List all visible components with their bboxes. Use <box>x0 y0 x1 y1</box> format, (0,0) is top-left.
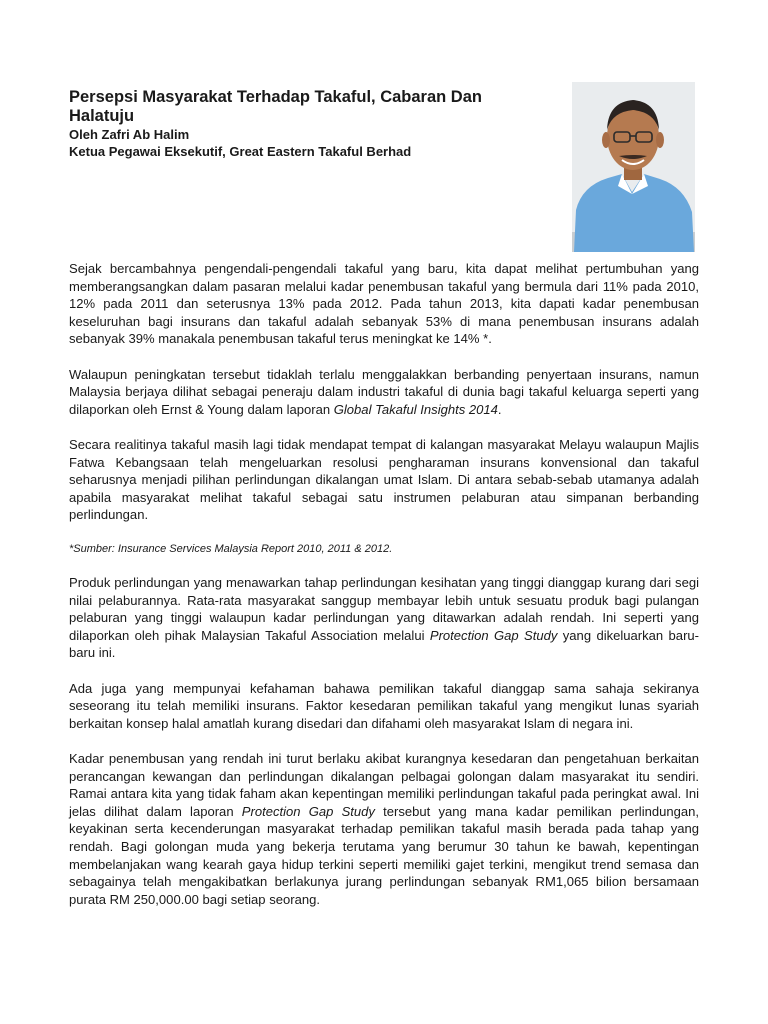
paragraph-3: Secara realitinya takaful masih lagi tidak mendapat tempat di kalangan masyarakat Melayu walaupun Majlis Fatwa Kebangsaan telah mengeluarkan resolusi pengharaman insurans konvensional dan takaful seharusnya menjadi pilihan perlindungan dikalangan umat Islam. Di antara sebab-sebab utamanya adalah apabila masyarakat melihat takaful sebagai satu instrumen pelaburan atau simpanan berbanding perlindungan. <box>69 436 699 523</box>
paragraph-5: Ada juga yang mempunyai kefahaman bahawa pemilikan takaful dianggap sama sahaja sekiranya seseorang itu telah memiliki insurans. Faktor kesedaran pemilikan takaful yang mengikut lunas syariah berkaitan konsep halal amatlah kurang disedari dan difahami oleh masyarakat Islam di negara ini. <box>69 680 699 731</box>
author-portrait-icon <box>572 82 695 252</box>
source-footnote: *Sumber: Insurance Services Malaysia Report 2010, 2011 & 2012. <box>69 542 393 555</box>
article-title: Persepsi Masyarakat Terhadap Takaful, Cabaran Dan Halatuju <box>69 88 482 125</box>
author-name: Oleh Zafri Ab Halim <box>69 127 190 142</box>
paragraph-2: Walaupun peningkatan tersebut tidaklah terlalu menggalakkan berbanding penyertaan insurans, namun Malaysia berjaya dilihat sebagai peneraju dalam industri takaful di dunia bagi takaful keluarga seperti yang dilaporkan oleh Ernst & Young dalam laporan Global Takaful Insights 2014. <box>69 366 699 417</box>
author-position: Ketua Pegawai Eksekutif, Great Eastern Takaful Berhad <box>69 144 412 159</box>
author-photo <box>572 82 695 252</box>
paragraph-6: Kadar penembusan yang rendah ini turut berlaku akibat kurangnya kesedaran dan pengetahuan berkaitan perancangan kewangan dan perlindungan dikalangan pelbagai golongan dalam masyarakat itu sendiri. Ramai antara kita yang tidak faham akan kepentingan memiliki perlindungan takaful pada peringkat awal. Ini jelas dilihat dalam laporan Protection Gap Study tersebut yang mana kadar pemilikan perlindungan, keyakinan serta kecenderungan masyarakat terhadap pemilikan takaful masih berada pada tahap yang rendah. Bagi golongan muda yang bekerja terutama yang berumur 30 tahun ke bawah, kepentingan membelanjakan wang kearah gaya hidup terkini seperti memiliki gajet terkini, mengikut trend semasa dan sebagainya telah mengakibatkan berlakunya jurang perlindungan sebanyak RM1,065 bilion bersamaan purata RM 250,000.00 bagi setiap seorang. <box>69 751 700 907</box>
paragraph-1: Sejak bercambahnya pengendali-pengendali takaful yang baru, kita dapat melihat pertumbuhan yang memberangsangkan dalam pasaran melalui kadar penembusan takaful yang bermula dari 11% pada 2010, 12% pada 2011 dan seterusnya 13% pada 2012. Pada tahun 2013, kita dapati kadar penembusan keseluruhan bagi insurans dan takaful adalah sebanyak 53% di mana penembusan insurans adalah sebanyak 39% manakala penembusan takaful terus meningkat ke 14% *. <box>69 261 699 347</box>
paragraph-4: Produk perlindungan yang menawarkan tahap perlindungan kesihatan yang tinggi dianggap kurang dari segi nilai pelaburannya. Rata-rata masyarakat sanggup membayar lebih untuk sesuatu produk bagi pulangan pelaburan yang tinggi walaupun kadar perlindungan yang ditawarkan adalah rendah. Ini seperti yang dilaporkan oleh pihak Malaysian Takaful Association melalui Protection Gap Study yang dikeluarkan baru-baru ini. <box>69 575 700 661</box>
article-header <box>69 88 539 160</box>
article-body <box>69 260 699 908</box>
